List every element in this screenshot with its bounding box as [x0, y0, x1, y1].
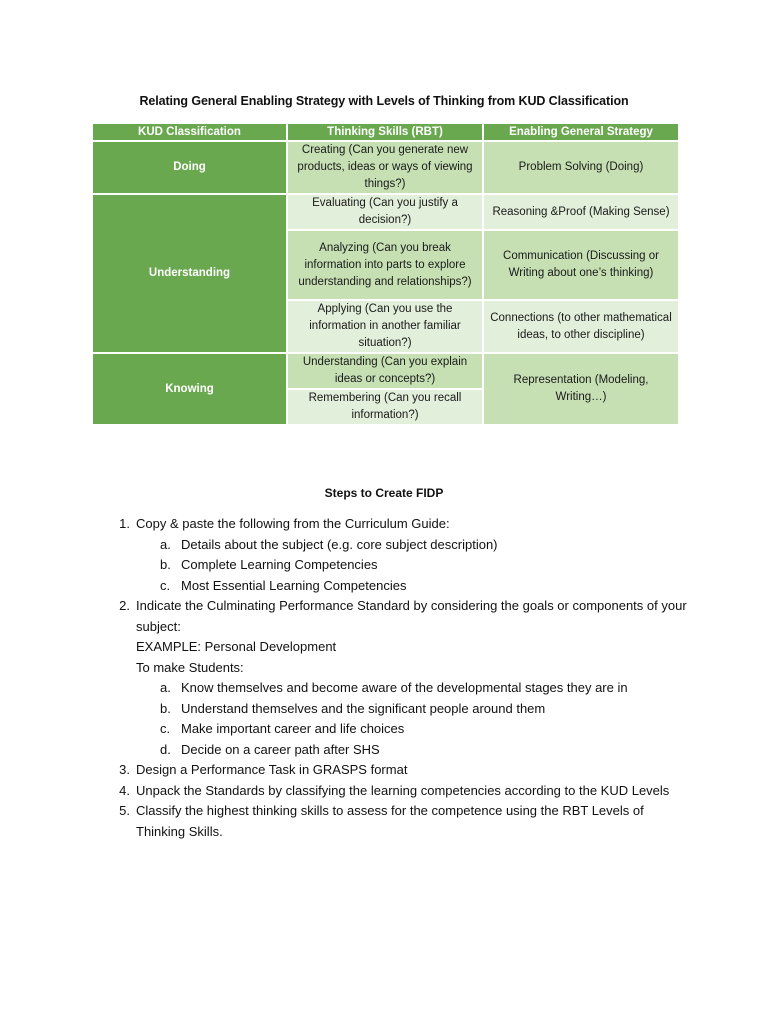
list-letter: c.	[160, 577, 171, 593]
thinking-creating: Creating (Can you generate new products, ideas or ways of viewing things?)	[287, 141, 483, 194]
kud-doing: Doing	[92, 141, 287, 194]
list-item	[108, 719, 688, 740]
document-title: Relating General Enabling Strategy with Levels of Thinking from KUD Classification	[139, 94, 629, 108]
make-students-text: To make Students:	[136, 659, 244, 675]
list-number: 1.	[119, 516, 130, 531]
steps-title: Steps to Create FIDP	[324, 486, 444, 500]
list-letter: b.	[160, 700, 171, 716]
list-text: Complete Learning Competencies	[181, 557, 378, 572]
table-row	[92, 194, 679, 230]
list-item	[108, 658, 688, 679]
thinking-applying: Applying (Can you use the information in another familiar situation?)	[287, 300, 483, 353]
thinking-analyzing: Analyzing (Can you break information into parts to explore understanding and relationships?)	[287, 230, 483, 300]
list-item	[108, 555, 688, 576]
table-header-row	[92, 123, 679, 141]
kud-table	[91, 122, 680, 426]
list-item	[108, 514, 688, 535]
kud-understanding: Understanding	[92, 194, 287, 353]
list-letter: b.	[160, 557, 171, 572]
kud-knowing: Knowing	[92, 353, 287, 425]
header-strategy: Enabling General Strategy	[483, 123, 679, 141]
list-text: Most Essential Learning Competencies	[181, 577, 407, 593]
list-number: 5.	[119, 803, 130, 818]
list-item	[108, 637, 688, 658]
example-text: EXAMPLE: Personal Development	[136, 639, 337, 654]
list-item	[108, 596, 688, 637]
list-item	[108, 576, 688, 597]
list-text: Details about the subject (e.g. core subject description)	[181, 536, 498, 552]
thinking-evaluating: Evaluating (Can you justify a decision?)	[287, 194, 483, 230]
thinking-understanding: Understanding (Can you explain ideas or concepts?)	[287, 353, 483, 389]
strategy-reasoning: Reasoning &Proof (Making Sense)	[483, 194, 679, 230]
table-row	[92, 141, 679, 194]
list-number: 3.	[119, 762, 130, 777]
table-row	[92, 353, 679, 389]
list-text: Make important career and life choices	[181, 721, 405, 736]
list-letter: c.	[160, 721, 171, 736]
list-text: Indicate the Culminating Performance Standard by considering the goals or components of your subject:	[136, 598, 687, 634]
strategy-communication: Communication (Discussing or Writing about one’s thinking)	[483, 230, 679, 300]
list-text: Design a Performance Task in GRASPS format	[136, 762, 408, 777]
header-kud: KUD Classification	[92, 123, 287, 141]
list-text: Unpack the Standards by classifying the learning competencies according to the KUD Levels	[136, 782, 670, 798]
strategy-connections: Connections (to other mathematical ideas, to other discipline)	[483, 300, 679, 353]
strategy-problem-solving: Problem Solving (Doing)	[483, 141, 679, 194]
steps-list	[108, 514, 688, 842]
list-text: Understand themselves and the significant people around them	[181, 700, 546, 716]
strategy-representation: Representation (Modeling, Writing…)	[483, 353, 679, 425]
list-item	[108, 740, 688, 761]
list-text: Decide on a career path after SHS	[181, 741, 380, 757]
list-item	[108, 760, 688, 781]
list-item	[108, 699, 688, 720]
list-item	[108, 801, 688, 842]
header-thinking: Thinking Skills (RBT)	[287, 123, 483, 141]
list-letter: a.	[160, 536, 171, 552]
list-text: Classify the highest thinking skills to assess for the competence using the RBT Levels of Thinking Skills.	[136, 803, 644, 839]
list-item	[108, 535, 688, 556]
list-letter: d.	[160, 741, 171, 757]
thinking-remembering: Remembering (Can you recall information?)	[287, 389, 483, 425]
list-text: Copy & paste the following from the Curriculum Guide:	[136, 516, 450, 531]
list-letter: a.	[160, 680, 171, 695]
list-item	[108, 678, 688, 699]
list-text: Know themselves and become aware of the developmental stages they are in	[181, 680, 628, 695]
list-number: 2.	[119, 598, 130, 613]
list-item	[108, 781, 688, 802]
list-number: 4.	[119, 782, 130, 798]
